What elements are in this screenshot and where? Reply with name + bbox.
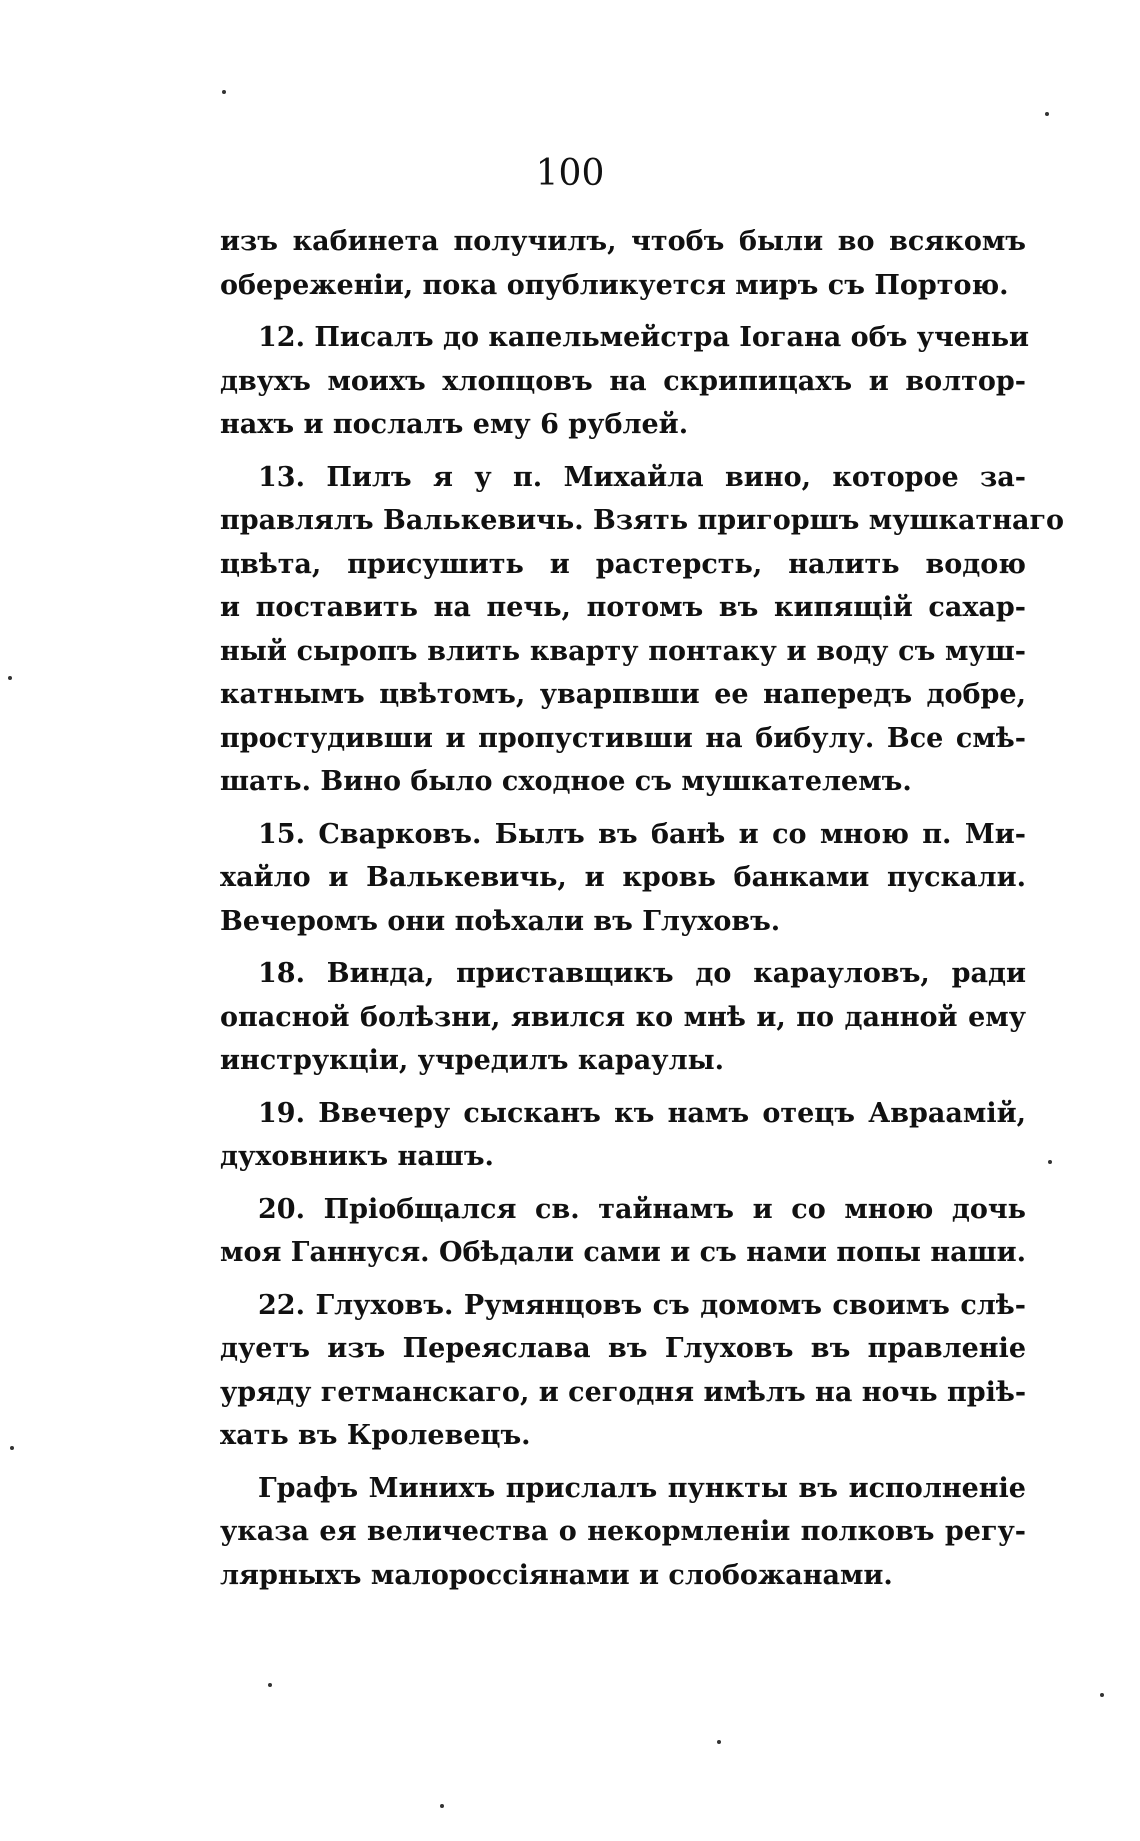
text-line: моя Ганнуся. Обѣдали сами и съ нами попы наши.: [220, 1237, 1027, 1268]
scan-speck: [1048, 1160, 1052, 1164]
scan-speck: [10, 1446, 14, 1450]
entry-graf-minikh: [220, 1467, 1026, 1598]
text-line: 19. Ввечеру сысканъ къ намъ отецъ Авраамій,: [258, 1097, 1026, 1129]
text-line: 15. Сварковъ. Былъ въ банѣ и со мною п. Ми-: [258, 818, 1026, 850]
text-line: и поставить на печь, потомъ въ кипящій сахар-: [220, 592, 1026, 623]
text-line: 18. Винда, приставщикъ до карауловъ, ради: [258, 958, 1026, 989]
text-line: духовникъ нашъ.: [220, 1141, 494, 1172]
text-line: шать. Вино было сходное съ мушкателемъ.: [220, 766, 912, 797]
text-line: уряду гетманскаго, и сегодня имѣлъ на ночь пріѣ-: [220, 1376, 1027, 1408]
entry-12: [220, 316, 1030, 447]
entry-22: [220, 1284, 1026, 1458]
text-line: правлялъ Валькевичь. Взять пригоршъ мушкатнаго: [220, 505, 1065, 536]
text-line: 22. Глуховъ. Румянцовъ съ домомъ своимъ слѣ-: [258, 1289, 1026, 1321]
text-line: катнымъ цвѣтомъ, уварпвши ее напередъ добре,: [220, 679, 1026, 710]
paragraph-continuation: [220, 220, 1026, 307]
text-line: лярныхъ малороссіянами и слобожанами.: [220, 1559, 893, 1591]
scan-speck: [440, 1804, 444, 1808]
text-line: нахъ и послалъ ему 6 рублей.: [220, 409, 689, 440]
scan-speck: [1100, 1693, 1104, 1697]
text-line: инструкціи, учредилъ караулы.: [220, 1045, 725, 1076]
text-line: 12. Писалъ до капельмейстра Іогана объ ученьи: [258, 322, 1030, 353]
text-column: [220, 220, 1065, 1606]
scan-speck: [222, 90, 226, 94]
text-line: 13. Пилъ я у п. Михайла вино, которое за-: [258, 461, 1026, 493]
text-line: обереженіи, пока опубликуется миръ съ Портою.: [220, 269, 1009, 301]
entry-19: [220, 1092, 1026, 1179]
scan-speck: [8, 676, 12, 680]
text-line: Графъ Минихъ прислалъ пункты въ исполненіе: [258, 1472, 1026, 1504]
text-line: ный сыропъ влить кварту понтаку и воду съ муш-: [220, 635, 1026, 667]
scan-speck: [717, 1740, 721, 1744]
page-number: 100: [535, 153, 605, 194]
text-line: цвѣта, присушить и растерсть, налить водою: [220, 548, 1026, 580]
entry-15: [220, 813, 1026, 944]
entry-18: [220, 952, 1026, 1083]
text-line: указа ея величества о некормленіи полковъ регу-: [220, 1516, 1026, 1547]
entry-13: [220, 456, 1065, 804]
text-line: хать въ Кролевецъ.: [220, 1420, 531, 1451]
text-line: Вечеромъ они поѣхали въ Глуховъ.: [220, 905, 781, 937]
scan-speck: [1045, 112, 1049, 116]
text-line: 20. Пріобщался св. тайнамъ и со мною дочь: [258, 1193, 1026, 1225]
text-line: опасной болѣзни, явился ко мнѣ и, по данной ему: [220, 1001, 1026, 1033]
text-line: изъ кабинета получилъ, чтобъ были во всякомъ: [220, 226, 1026, 257]
scan-speck: [268, 1683, 272, 1687]
text-line: хайло и Валькевичь, и кровь банками пускали.: [220, 862, 1026, 893]
entry-20: [220, 1188, 1026, 1275]
text-line: простудивши и пропустивши на бибулу. Все смѣ-: [220, 722, 1026, 754]
text-line: дуетъ изъ Переяслава въ Глуховъ въ правленіе: [220, 1333, 1026, 1364]
text-line: двухъ моихъ хлопцовъ на скрипицахъ и волтор-: [220, 365, 1026, 397]
